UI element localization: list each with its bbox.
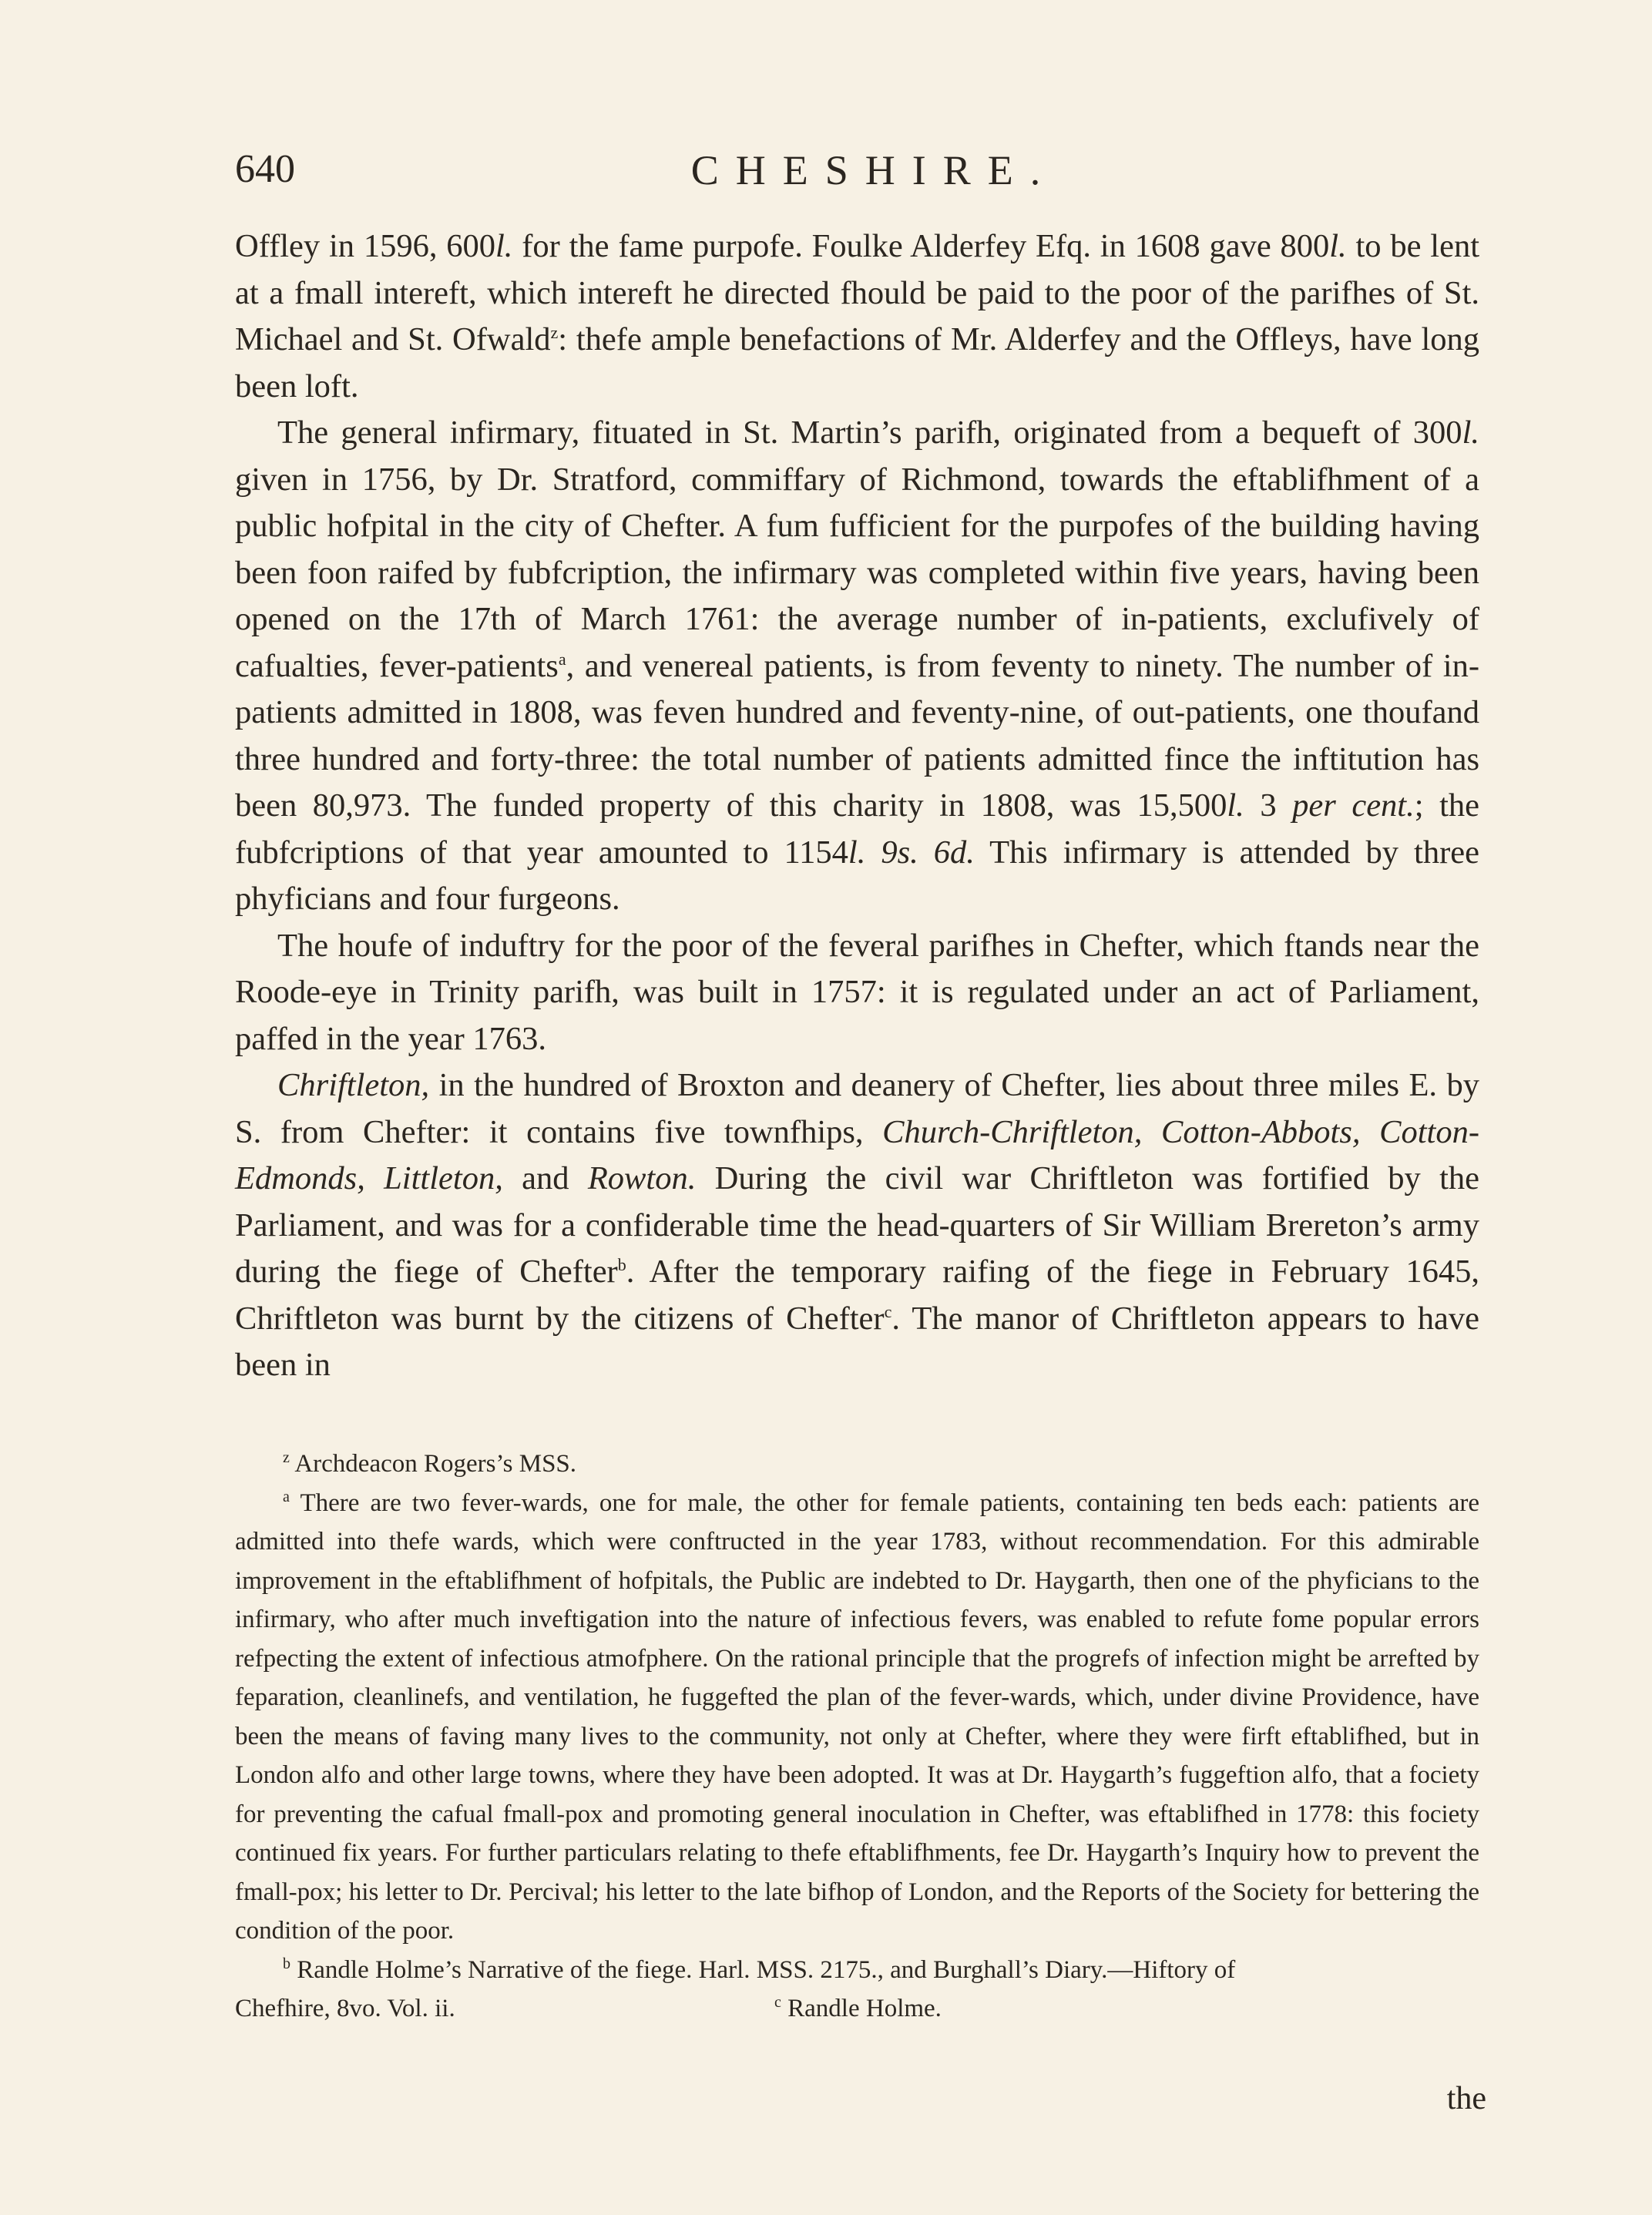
- footnote-z: $^z$ Archdeacon Rogers’s MSS.: [283, 1449, 577, 1478]
- page-number: 640: [235, 147, 295, 191]
- catchword: the: [1446, 2081, 1486, 2116]
- footnote-ref-a: a: [558, 649, 566, 669]
- footnote-c: $^c$ Randle Holme.: [774, 1994, 942, 2022]
- footnote-ref-c: c: [884, 1301, 892, 1321]
- footnote-b: $^b$ Randle Holme’s Narrative of the fiege. Harl. MSS. 2175., and Burghall’s Diary.—Hiftory of: [283, 1955, 1236, 1984]
- footnote-ref-b: b: [617, 1254, 626, 1274]
- footnote-b-continued-and-c: [235, 1989, 1479, 2029]
- running-head: CHESHIRE.: [690, 147, 1058, 193]
- paragraph-infirmary: The general infirmary, fituated in St. Martin’s parifh, originated from a bequeft of 300l. given in 1756, by Dr. Stratford, commiffary of Richmond, towards the eftablifhment of a public hofpital in the city of Chefter. A fum fufficient for the purpofes of the building having been foon raifed by fubfcription, the infirmary was completed within five years, having been opened on the 17th of March 1761: the average number of in-patients, exclufively of cafualties, fever-patients$^a$, and venereal patients, is from feventy to ninety. The number of in-patients admitted in 1808, was feven hundred and feventy-nine, of out-patients, one thoufand three hundred and forty-three: the total number of patients admitted fince the inftitution has been 80,973. The funded property of this charity in 1808, was 15,500l. 3 per cent.; the fubfcriptions of that year amounted to 1154l. 9s. 6d. This infirmary is attended by three phyficians and four furgeons.: [235, 414, 1480, 917]
- page-header: [235, 146, 1482, 200]
- paragraph-bequests: Offley in 1596, 600l. for the fame purpofe. Foulke Alderfey Efq. in 1608 gave 800l. to be lent at a fmall intereft, which intereft he directed fhould be paid to the poor of the parifhes of St. Michael and St. Ofwald$^z$: thefe ample benefactions of Mr. Alderfey and the Offleys, have long been loft.: [235, 228, 1479, 404]
- main-text: [235, 223, 1479, 1389]
- paragraph-christleton: Chriftleton, in the hundred of Broxton and deanery of Chefter, lies about three miles E. by S. from Chefter: it contains five townfhips, Church-Chriftleton, Cotton-Abbots, Cotton-Edmonds, Littleton, and Rowton. During the civil war Chriftleton was fortified by the Parliament, and was for a confiderable time the head-quarters of Sir William Brereton’s army during the fiege of Chefter$^b$. After the temporary raifing of the fiege in February 1645, Chriftleton was burnt by the citizens of Chefter$^c$. The manor of Chriftleton appears to have been in: [235, 1067, 1480, 1383]
- paragraph-house-of-industry: The houfe of induftry for the poor of the feveral parifhes in Chefter, which ftands near the Roode-eye in Trinity parifh, was built in 1757: it is regulated under an act of Parliament, paffed in the year 1763.: [235, 927, 1479, 1057]
- footnotes: [235, 1445, 1479, 2029]
- footnote-a: $^a$ There are two fever-wards, one for male, the other for female patients, containing ten beds each: patients are admitted into thefe wards, which were conftructed in the year 1783, without recommendation. For this admirable improvement in the eftablifhment of hofpitals, the Public are indebted to Dr. Haygarth, then one of the phyficians to the infirmary, who after much inveftigation into the nature of infectious fevers, was enabled to refute fome popular errors refpecting the extent of infectious atmofphere. On the rational principle that the progrefs of infection might be arrefted by feparation, cleanlinefs, and ventilation, he fuggefted the plan of the fever-wards, which, under divine Providence, have been the means of faving many lives to the community, not only at Chefter, where they were firft eftablifhed, but in London alfo and other large towns, where they have been adopted. It was at Dr. Haygarth’s fuggeftion alfo, that a fociety for preventing the cafual fmall-pox and promoting general inoculation in Chefter, was eftablifhed in 1778: this fociety continued fix years. For further particulars relating to thefe eftablifhments, fee Dr. Haygarth’s Inquiry how to prevent the fmall-pox; his letter to Dr. Percival; his letter to the late bifhop of London, and the Reports of the Society for bettering the condition of the poor.: [235, 1488, 1479, 1945]
- footnote-ref-z: z: [550, 322, 559, 342]
- footnote-b-continuation: Chefhire, 8vo. Vol. ii.: [235, 1995, 455, 2022]
